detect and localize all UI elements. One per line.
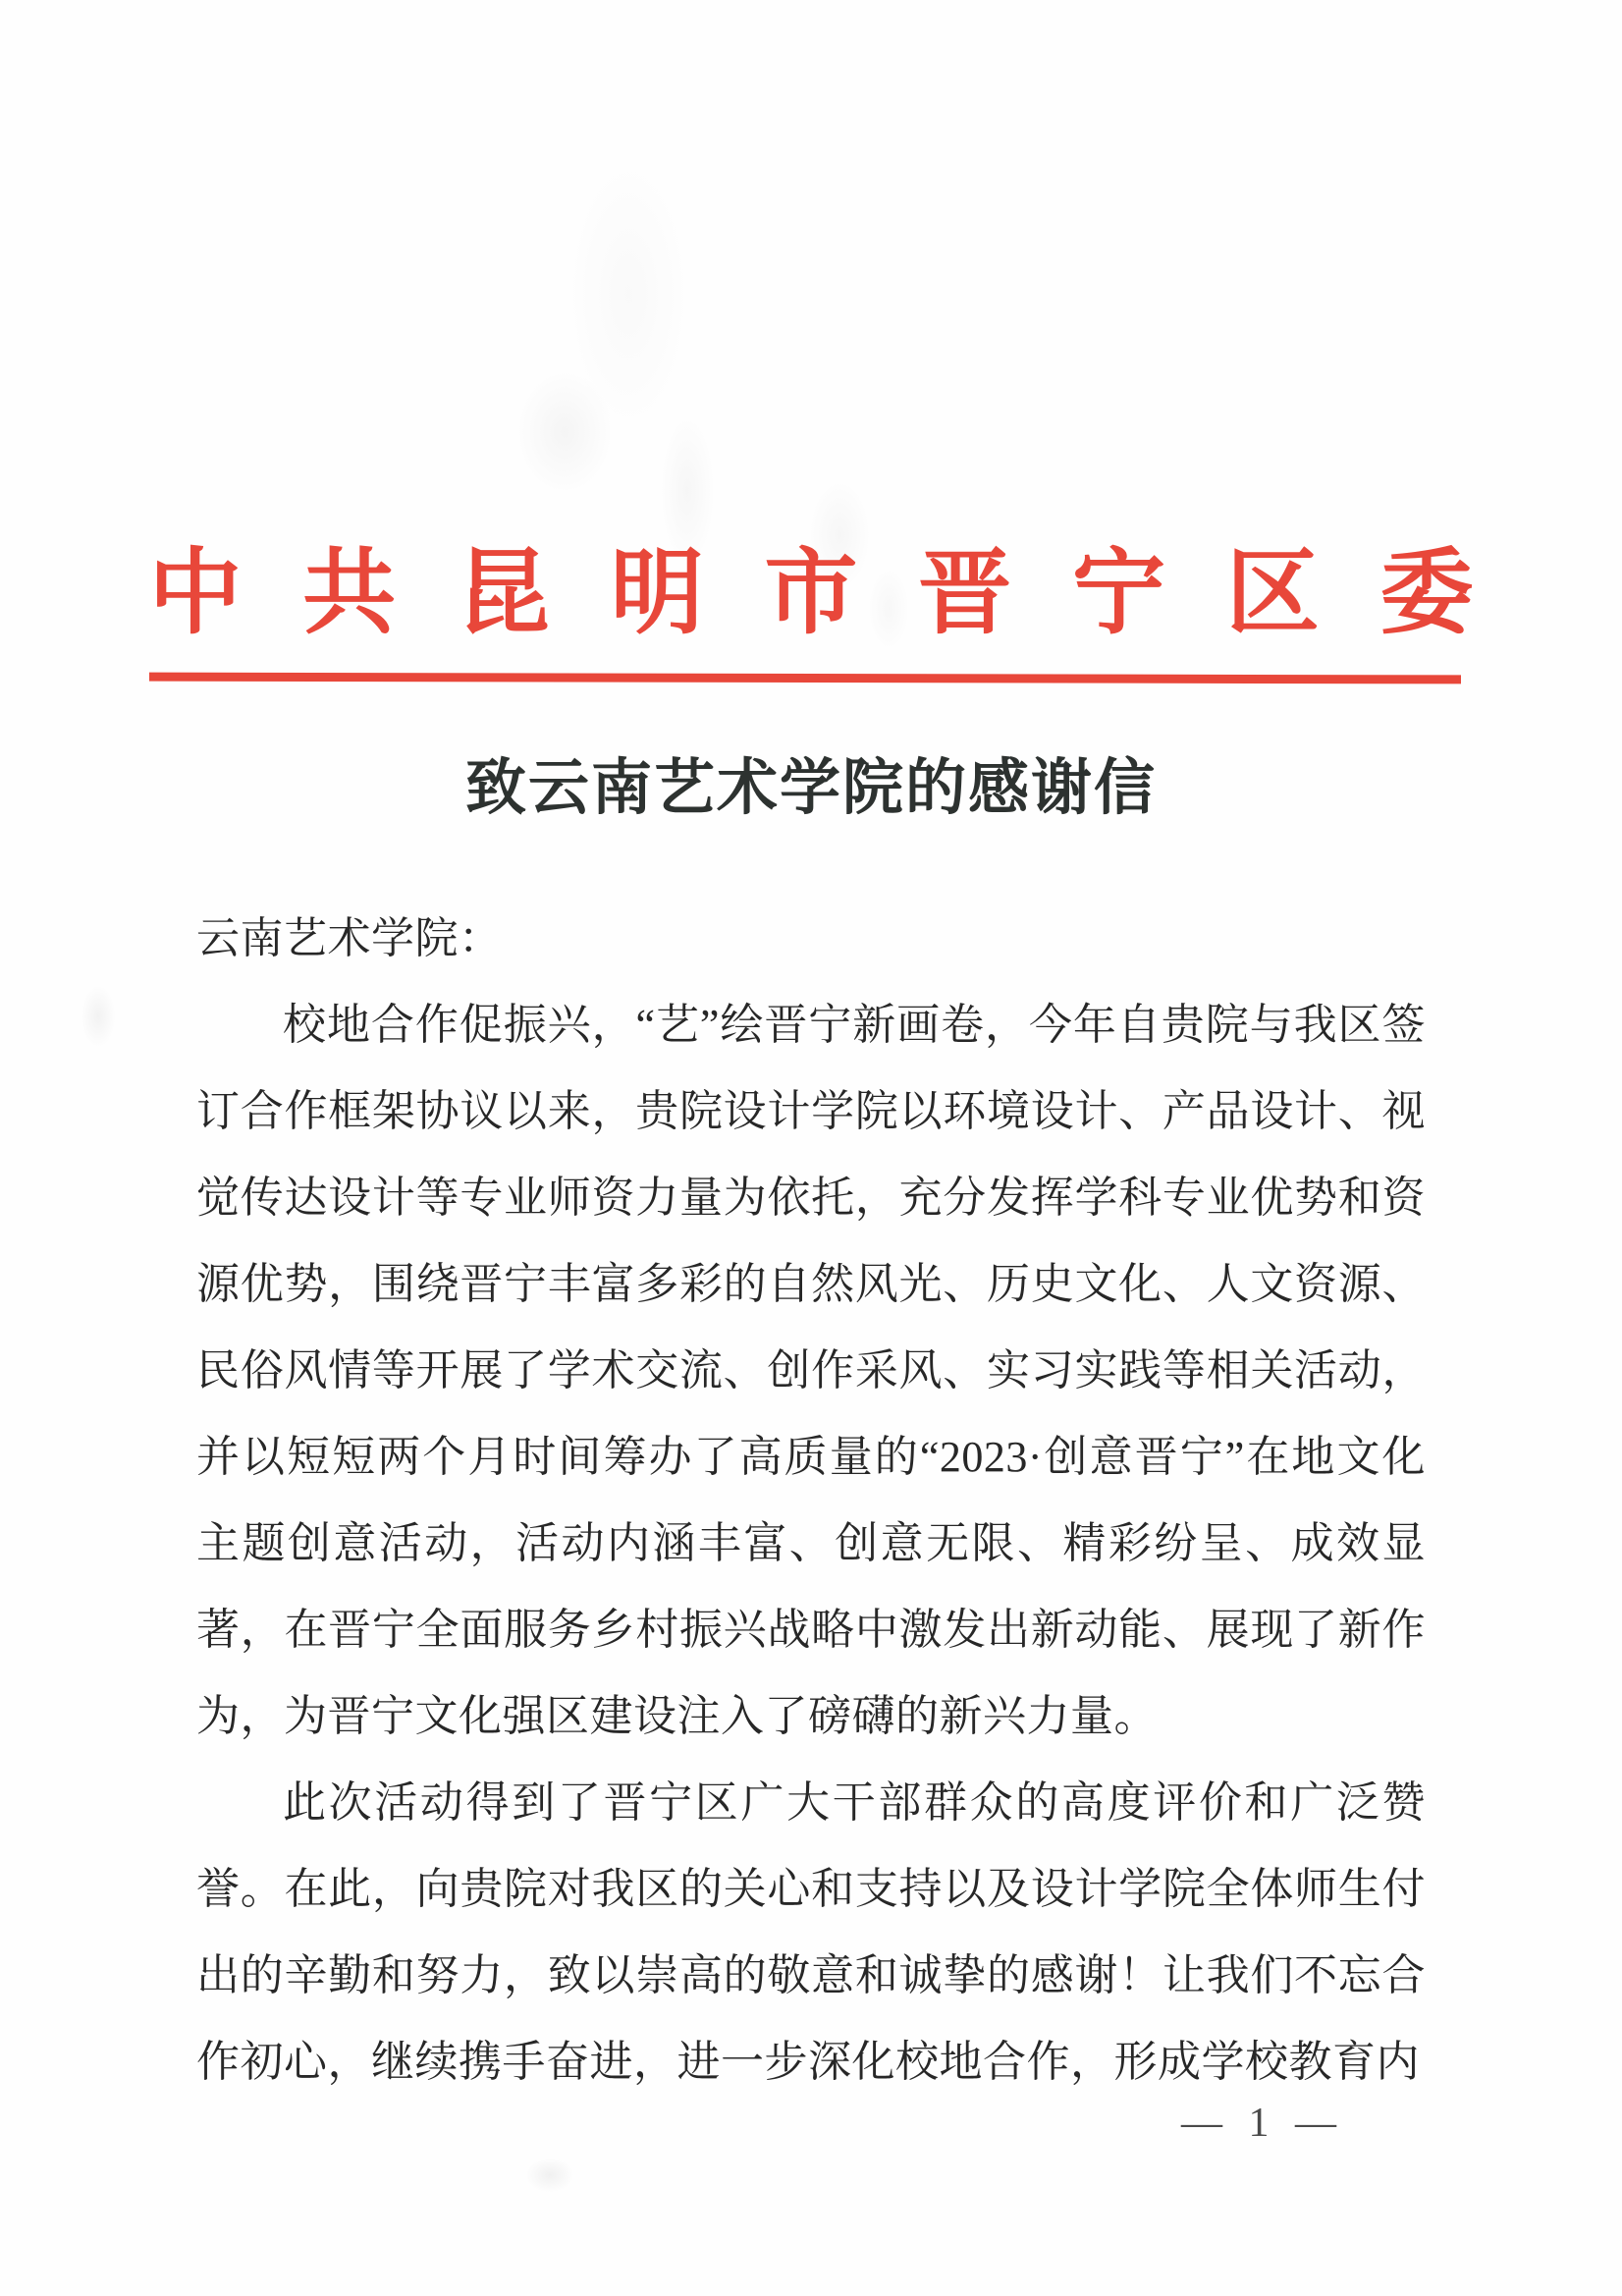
document-title: 致云南艺术学院的感谢信 xyxy=(464,755,1157,822)
letterhead-rule xyxy=(149,673,1461,684)
salutation: 云南艺术学院： xyxy=(196,914,503,962)
paragraph-1: 校地合作促振兴，“艺”绘晋宁新画卷，今年自贵院与我区签订合作框架协议以来，贵院设计学院以环境设计、产品设计、视觉传达设计等专业师资力量为依托，充分发挥学科专业优势和资源优势，围绕晋宁丰富多彩的自然风光、历史文化、人文资源、民俗风情等开展了学术交流、创作采风、实习实践等相关活动，并以短短两个月时间筹办了高质量的“2023·创意晋宁”在地文化主题创意活动，活动内涵丰富、创意无限、精彩纷呈、成效显著，在晋宁全面服务乡村振兴战略中激发出新动能、展现了新作为，为晋宁文化强区建设注入了磅礴的新兴力量。 xyxy=(196,1001,1426,1740)
letterhead-title: 中 共 昆 明 市 晋 宁 区 委 xyxy=(148,541,1474,645)
page-number: — 1 — xyxy=(1181,2101,1344,2146)
paragraph-2: 此次活动得到了晋宁区广大干部群众的高度评价和广泛赞誉。在此，向贵院对我区的关心和支持以及设计学院全体师生付出的辛勤和努力，致以崇高的敬意和诚挚的感谢！让我们不忘合作初心，继续携手奋进，进一步深化校地合作，形成学校教育内 xyxy=(196,1778,1426,2086)
letter-body xyxy=(196,896,1426,2105)
